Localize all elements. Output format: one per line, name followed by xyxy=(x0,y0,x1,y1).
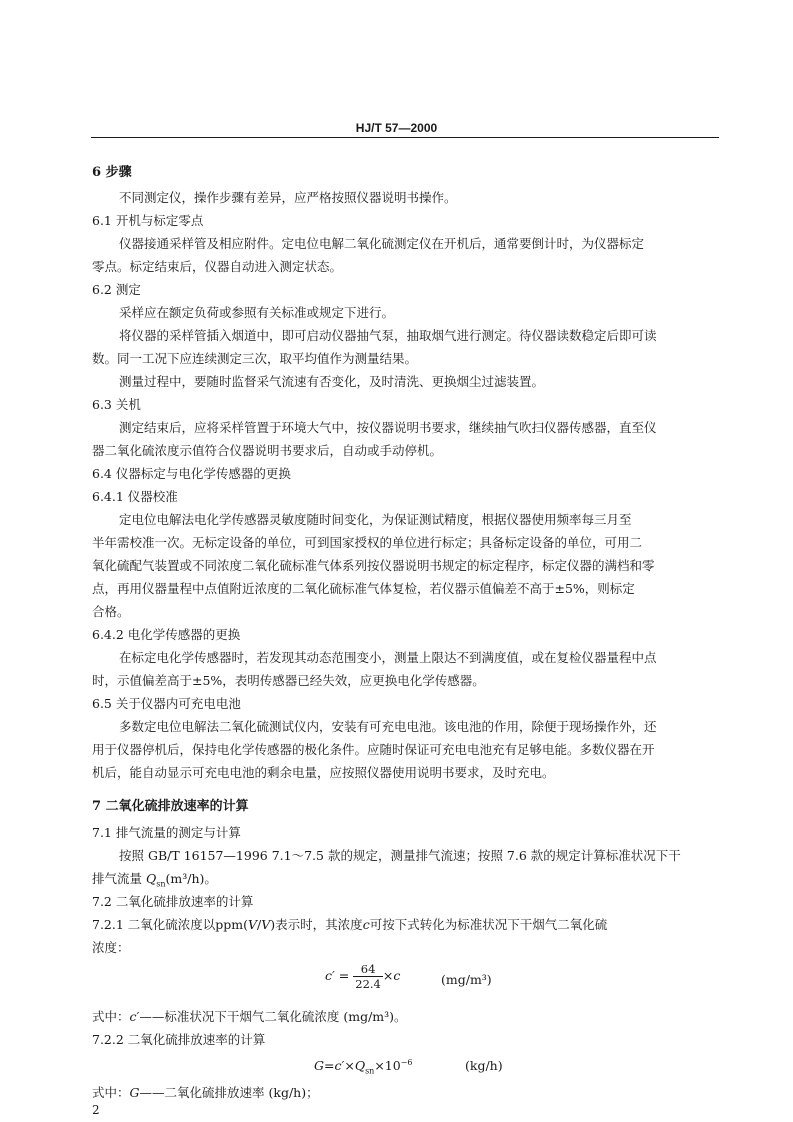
section-6-4-1-line-5: 合格。 xyxy=(92,604,130,619)
section-6-3-line-1: 测定结束后，应将采样管置于环境大气中，按仪器说明书要求，继续抽气吹扫仪器传感器，直至仪 xyxy=(119,420,657,435)
section-6-2-line-1: 采样应在额定负荷或参照有关标准或规定下进行。 xyxy=(119,305,395,320)
section-6-4-2-title: 6.4.2 电化学传感器的更换 xyxy=(92,627,241,642)
section-6-5-line-1: 多数定电位电解法二氧化硫测试仪内，安装有可充电电池。该电池的作用，除便于现场操作外，还 xyxy=(119,719,657,734)
formula-concentration: c′ = $\frac{64}{22.4}$ ×c xyxy=(325,962,401,991)
section-6-4-2-line-1: 在标定电化学传感器时，若发现其动态范围变小，测量上限达不到满度值，或在复检仪器量程中点 xyxy=(119,650,657,665)
section-6-4-1-line-2: 半年需校准一次。无标定设备的单位，可到国家授权的单位进行标定；具备标定设备的单位，可用二 xyxy=(92,535,643,550)
section-6-2-title: 6.2 测定 xyxy=(92,282,141,297)
section-7-2-2-where: 式中：G——二氧化硫排放速率 (kg/h)； xyxy=(92,1085,319,1100)
section-6-4-1-line-3: 氧化硫配气装置或不同浓度二氧化硫标准气体系列按仪器说明书规定的标定程序，标定仪器的满档和零 xyxy=(92,558,655,573)
section-6-4-title: 6.4 仪器标定与电化学传感器的更换 xyxy=(92,466,291,481)
section-6-5-title: 6.5 关于仪器内可充电电池 xyxy=(92,696,241,711)
section-6-5-line-3: 机后，能自动显示可充电电池的剩余电量，应按照仪器使用说明书要求，及时充电。 xyxy=(92,765,555,780)
section-6-4-1-line-4: 点，再用仪器量程中点值附近浓度的二氧化硫标准气体复检，若仪器示值偏差不高于±5%，则标定 xyxy=(92,581,635,596)
section-7-title: 7 二氧化硫排放速率的计算 xyxy=(92,799,249,814)
section-6-3-line-2: 器二氧化硫浓度示值符合仪器说明书要求后，自动或手动停机。 xyxy=(92,443,443,458)
section-6-4-1-title: 6.4.1 仪器校准 xyxy=(92,489,178,504)
section-6-1-line-1: 仪器接通采样管及相应附件。定电位电解二氧化硫测定仪在开机后，通常要倒计时，为仪器标定 xyxy=(119,236,645,251)
section-7-1-line-1: 按照 GB/T 16157—1996 7.1～7.5 款的规定，测量排气流速；按照 7.6 款的规定计算标准状况下干 xyxy=(119,848,681,863)
section-6-4-2-line-2: 时，示值偏差高于±5%，表明传感器已经失效，应更换电化学传感器。 xyxy=(92,673,485,688)
section-7-1-title: 7.1 排气流量的测定与计算 xyxy=(92,825,241,840)
section-6-2-line-4: 测量过程中，要随时监督采气流速有否变化，及时清洗、更换烟尘过滤装置。 xyxy=(119,374,545,389)
header-rule xyxy=(91,137,719,138)
formula-concentration-unit: (mg/m³) xyxy=(441,972,492,987)
section-7-1-line-2: 排气流量 $Q_{sn}(m^3/h)$。 xyxy=(92,871,217,889)
formula-emission-rate-unit: (kg/h) xyxy=(465,1058,503,1073)
section-6-4-1-line-1: 定电位电解法电化学传感器灵敏度随时间变化，为保证测试精度，根据仪器使用频率每三月至 xyxy=(119,512,632,527)
section-6-2-line-2: 将仪器的采样管插入烟道中，即可启动仪器抽气泵，抽取烟气进行测定。待仪器读数稳定后即可读 xyxy=(119,328,657,343)
fraction: $\frac{64}{22.4}$ xyxy=(355,962,381,991)
section-6-1-line-2: 零点。标定结束后，仪器自动进入测定状态。 xyxy=(92,259,343,274)
section-6-1-title: 6.1 开机与标定零点 xyxy=(92,213,204,228)
section-6-3-title: 6.3 关机 xyxy=(92,397,141,412)
section-6-title: 6 步骤 xyxy=(92,165,132,180)
section-7-2-1-line-1: 7.2.1 二氧化硫浓度以ppm(V/V)表示时，其浓度c可按下式转化为标准状况下干烟气二氧化硫 xyxy=(92,917,608,932)
section-7-2-1-where: 式中：c′——标准状况下干烟气二氧化硫浓度 (mg/m³)。 xyxy=(92,1009,407,1024)
section-6-2-line-3: 数。同一工况下应连续测定三次，取平均值作为测量结果。 xyxy=(92,351,418,366)
page-number: 2 xyxy=(92,1103,100,1117)
section-7-2-title: 7.2 二氧化硫排放速率的计算 xyxy=(92,894,254,909)
section-6-intro: 不同测定仪，操作步骤有差异，应严格按照仪器说明书操作。 xyxy=(119,190,457,205)
standard-code: HJ/T 57—2000 xyxy=(355,121,438,135)
section-6-5-line-2: 用于仪器停机后，保持电化学传感器的极化条件。应随时保证可充电电池充有足够电能。多数仪器在开 xyxy=(92,742,655,757)
section-7-2-2-title: 7.2.2 二氧化硫排放速率的计算 xyxy=(92,1032,266,1047)
section-7-2-1-line-2: 浓度： xyxy=(92,940,130,955)
formula-emission-rate: $G=c'\times Q_{sn}\times 10^{-6}$ xyxy=(314,1058,413,1076)
